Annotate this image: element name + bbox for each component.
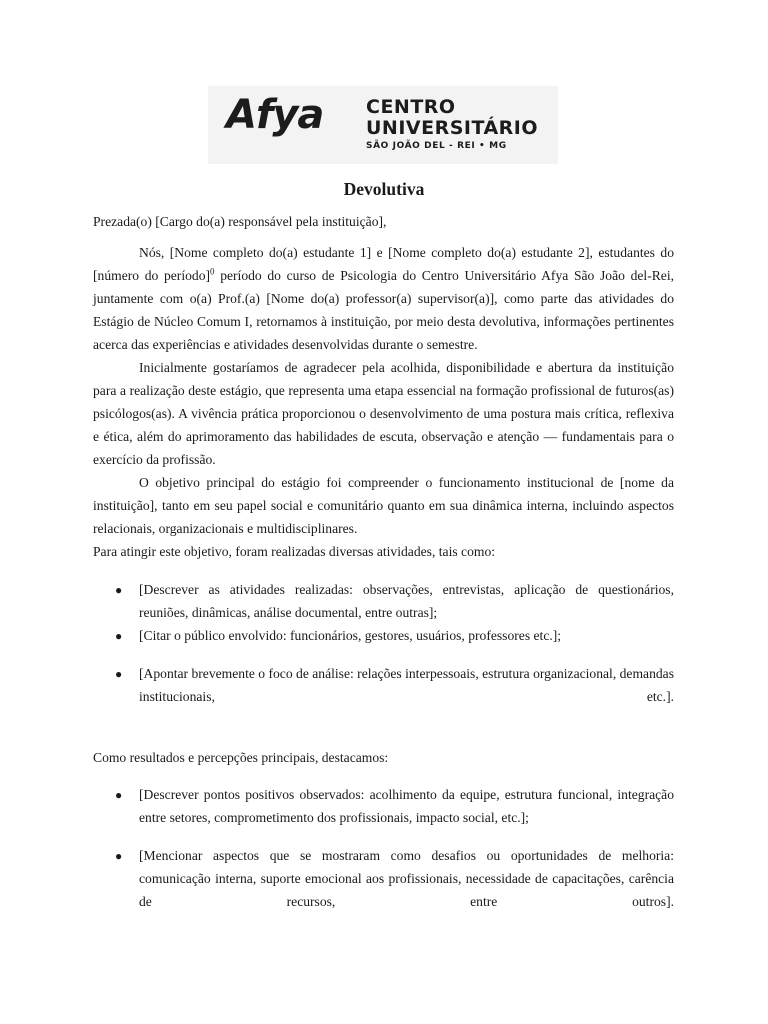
paragraph-intro-part2: período do curso de Psicologia do Centro Universitário Afya São João del-Rei, juntamente com o(a) Prof.(a) [Nome do(a) professor(a) supervisor(a)], como parte das atividades do Estágio de Núcleo Comum I, retornamos à instituição, por meio desta devolutiva, informações pertinentes acerca das experiências e atividades desenvolvidas durante o semestre. [93,268,674,352]
paragraph-results-intro: Como resultados e percepções principais, destacamos: [93,750,389,765]
paragraph-thanks: Inicialmente gostaríamos de agradecer pela acolhida, disponibilidade e abertura da instituição para a realização deste estágio, que representa uma etapa essencial na formação profissional de futuros(as) psicólogos(as). A vivência prática proporcionou o desenvolvimento de uma postura mais crítica, reflexiva e ética, além do aprimoramento das habilidades de escuta, observação e atenção — fundamentais para o exercício da profissão. [93,360,674,467]
paragraph-activities-intro: Para atingir este objetivo, foram realizadas diversas atividades, tais como: [93,544,496,559]
activity-item: [Citar o público envolvido: funcionários, gestores, usuários, professores etc.]; [139,628,562,643]
result-item: [Mencionar aspectos que se mostraram como desafios ou oportunidades de melhoria: comunicação interna, suporte emocional aos profissionais, necessidade de capacitações, carência de recursos, entre outros]. [139,848,674,909]
afya-logo [208,86,558,164]
bullet-marker: ● [115,849,123,863]
document-title: Devolutiva [343,179,425,199]
logo-wordmark: Afya [226,92,324,138]
bullet-marker: ● [115,629,123,643]
result-item: [Descrever pontos positivos observados: acolhimento da equipe, estrutura funcional, integração entre setores, comprometimento dos profissionais, impacto social, etc.]; [139,787,674,825]
activity-item: [Apontar brevemente o foco de análise: relações interpessoais, estrutura organizacional, demandas institucionais, etc.]. [139,666,674,704]
logo-line-universitario: UNIVERSITÁRIO [366,117,539,139]
salutation: Prezada(o) [Cargo do(a) responsável pela instituição], [93,214,387,229]
bullet-marker: ● [115,788,123,802]
logo-line-location: SÃO JOÃO DEL - REI • MG [366,141,507,151]
paragraph-objective: O objetivo principal do estágio foi compreender o funcionamento institucional de [nome da instituição], tanto em seu papel social e comunitário quanto em sua dinâmica interna, incluindo aspectos relacionais, organizacionais e multidisciplinares. [93,475,674,536]
bullet-marker: ● [115,667,123,681]
paragraph-intro-superscript: 0 [210,266,215,277]
bullet-marker: ● [115,583,123,597]
logo-line-centro: CENTRO [366,96,456,118]
activity-item: [Descrever as atividades realizadas: observações, entrevistas, aplicação de questionários, reuniões, dinâmicas, análise documental, entre outras]; [139,582,674,620]
paragraph-intro [93,241,674,356]
paragraph-intro-part1: Nós, [Nome completo do(a) estudante 1] e [Nome completo do(a) estudante 2], estudantes do [número do período] [93,245,674,283]
